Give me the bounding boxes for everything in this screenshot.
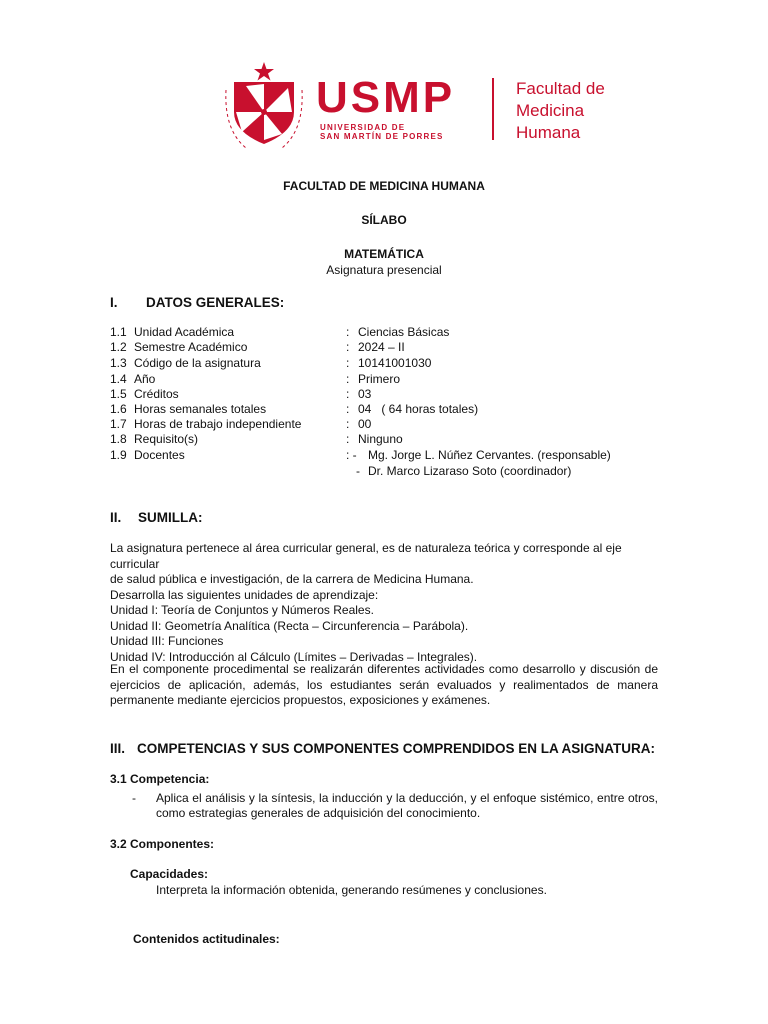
data-row: 1.6 Horas semanales totales : 04 ( 64 horas totales) xyxy=(110,402,479,416)
data-row: 1.1 Unidad Académica : Ciencias Básicas xyxy=(110,325,450,339)
course-modality: Asignatura presencial xyxy=(326,263,442,277)
header-divider xyxy=(492,78,494,140)
capacidades-label: Capacidades: xyxy=(130,867,209,881)
section-1-heading: DATOS GENERALES: xyxy=(146,295,285,310)
course-title: MATEMÁTICA xyxy=(344,247,424,261)
componentes-subheading: 3.2 Componentes: xyxy=(110,837,215,851)
data-row: 1.2 Semestre Académico : 2024 – II xyxy=(110,340,405,354)
data-row: 1.7 Horas de trabajo independiente : 00 xyxy=(110,417,372,431)
section-3-heading: COMPETENCIAS Y SUS COMPONENTES COMPRENDIDOS EN LA ASIGNATURA: xyxy=(137,741,656,756)
document-type-title: SÍLABO xyxy=(361,213,407,227)
section-2-heading: SUMILLA: xyxy=(138,510,203,525)
data-row: 1.8 Requisito(s) : Ninguno xyxy=(110,432,403,446)
competencia-subheading: 3.1 Competencia: xyxy=(110,772,210,786)
capacidades-text: Interpreta la información obtenida, generando resúmenes y conclusiones. xyxy=(156,883,547,897)
university-header xyxy=(216,60,626,160)
section-1-number: I. xyxy=(110,295,118,310)
data-row: 1.3 Código de la asignatura : 10141001030 xyxy=(110,356,432,370)
actitudinales-label: Contenidos actitudinales: xyxy=(133,932,280,946)
sumilla-text: La asignatura pertenece al área curricular general, es de naturaleza teórica y corresponde al eje curricular de salud pública e investigación, de la carrera de Medicina Humana. Desarrolla las siguientes unidades de aprendizaje: Unidad I: Teoría de Conjuntos y Números Reales. Unidad II: Geometría Analítica (Recta – Circunferencia – Parábola). Unidad III: Funciones Unidad IV: Introducción al Cálculo (Límites – Derivadas – Integrales). xyxy=(110,541,622,664)
data-row: 1.5 Créditos : 03 xyxy=(110,387,372,401)
section-3-number: III. xyxy=(110,741,126,756)
university-wordmark: USMP xyxy=(316,73,456,122)
faculty-logo-text: Facultad de Medicina Humana xyxy=(516,79,605,142)
data-row: 1.4 Año : Primero xyxy=(110,372,401,386)
section-2-number: II. xyxy=(110,510,122,525)
data-row: - Dr. Marco Lizaraso Soto (coordinador) xyxy=(356,464,572,478)
faculty-title: FACULTAD DE MEDICINA HUMANA xyxy=(283,179,485,193)
university-subtitle: UNIVERSIDAD DE SAN MARTÍN DE PORRES xyxy=(320,123,444,141)
university-seal-icon xyxy=(216,60,312,156)
sumilla-paragraph: En el componente procedimental se realizarán diferentes actividades como desarrollo y discusión de ejercicios de aplicación, además, los estudiantes serán evaluados y realimentados de manera permanente mediante ejercicios propuestos, exposiciones y exámenes. xyxy=(110,662,658,707)
data-row: 1.9 Docentes : - Mg. Jorge L. Núñez Cervantes. (responsable) xyxy=(110,448,611,462)
bullet-dash: - xyxy=(132,791,136,805)
competencia-text: Aplica el análisis y la síntesis, la inducción y la deducción, y el enfoque sistémico, entre otros, como estrategias generales de adquisición del conocimiento. xyxy=(156,791,658,820)
